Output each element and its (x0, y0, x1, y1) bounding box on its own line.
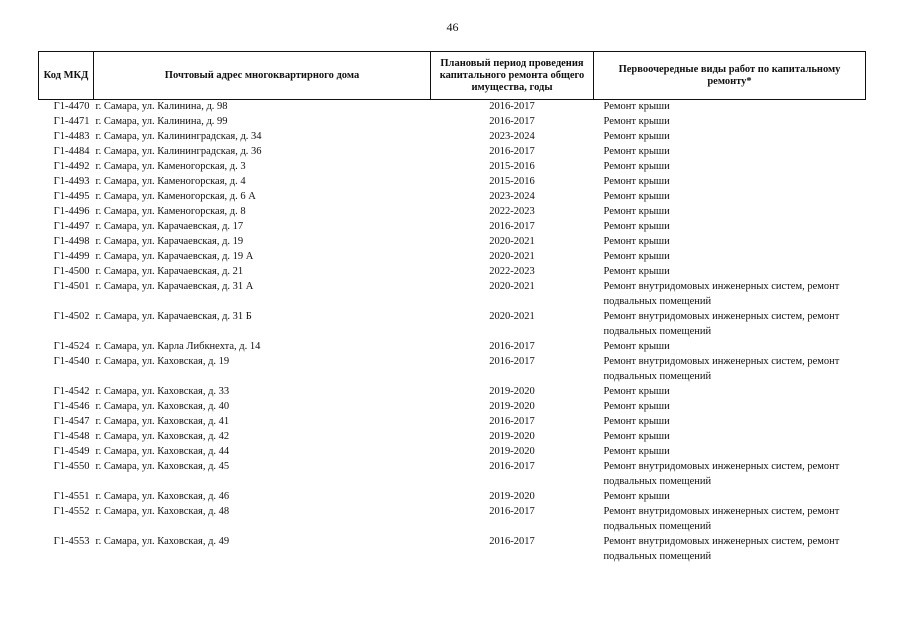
table-row (39, 265, 866, 280)
cell-works: Ремонт крыши (603, 266, 670, 277)
cell-address: г. Самара, ул. Калининградская, д. 34 (95, 131, 262, 142)
table-row (39, 310, 866, 340)
cell-address: г. Самара, ул. Каховская, д. 44 (95, 446, 230, 457)
cell-works: Ремонт крыши (603, 221, 670, 232)
cell-code: Г1-4499 (53, 251, 90, 262)
cell-works: Ремонт внутридомовых инженерных систем, ремонт подвальных помещений (603, 506, 840, 532)
cell-address: г. Самара, ул. Каменогорская, д. 3 (95, 161, 246, 172)
cell-works: Ремонт крыши (603, 176, 670, 187)
cell-works: Ремонт крыши (603, 206, 670, 217)
table-row (39, 130, 866, 145)
table-row (39, 415, 866, 430)
cell-code: Г1-4496 (53, 206, 90, 217)
header-works: Первоочередные виды работ по капитальному ремонту* (594, 52, 866, 100)
cell-period: 2023-2024 (489, 191, 535, 202)
cell-works: Ремонт крыши (603, 416, 670, 427)
cell-address: г. Самара, ул. Каховская, д. 49 (95, 536, 230, 547)
cell-period: 2016-2017 (489, 536, 535, 547)
table-row (39, 355, 866, 385)
table-row (39, 145, 866, 160)
cell-works: Ремонт крыши (603, 131, 670, 142)
cell-period: 2015-2016 (489, 176, 535, 187)
cell-period: 2022-2023 (489, 206, 535, 217)
table-row (39, 460, 866, 490)
cell-code: Г1-4502 (53, 311, 90, 322)
cell-works: Ремонт крыши (603, 116, 670, 127)
cell-address: г. Самара, ул. Каховская, д. 48 (95, 506, 230, 517)
cell-period: 2019-2020 (489, 491, 535, 502)
cell-period: 2016-2017 (489, 416, 535, 427)
header-period: Плановый период проведения капитального ремонта общего имущества, годы (431, 52, 594, 100)
cell-code: Г1-4548 (53, 431, 90, 442)
cell-period: 2020-2021 (489, 251, 535, 262)
cell-works: Ремонт крыши (603, 146, 670, 157)
table-row (39, 220, 866, 235)
table-row (39, 505, 866, 535)
cell-works: Ремонт внутридомовых инженерных систем, ремонт подвальных помещений (603, 356, 840, 382)
cell-address: г. Самара, ул. Каховская, д. 45 (95, 461, 230, 472)
cell-code: Г1-4546 (53, 401, 90, 412)
cell-period: 2016-2017 (489, 356, 535, 367)
cell-period: 2016-2017 (489, 506, 535, 517)
cell-works: Ремонт крыши (603, 401, 670, 412)
cell-period: 2020-2021 (489, 281, 535, 292)
cell-code: Г1-4550 (53, 461, 90, 472)
cell-works: Ремонт крыши (603, 386, 670, 397)
cell-code: Г1-4552 (53, 506, 90, 517)
cell-code: Г1-4492 (53, 161, 90, 172)
cell-code: Г1-4547 (53, 416, 90, 427)
table-body (39, 100, 866, 566)
capital-repair-table (38, 51, 866, 565)
cell-address: г. Самара, ул. Каховская, д. 33 (95, 386, 230, 397)
cell-code: Г1-4500 (53, 266, 90, 277)
cell-period: 2016-2017 (489, 461, 535, 472)
cell-works: Ремонт крыши (603, 161, 670, 172)
cell-period: 2022-2023 (489, 266, 535, 277)
cell-address: г. Самара, ул. Калинина, д. 99 (95, 116, 228, 127)
table-row (39, 430, 866, 445)
table-row (39, 280, 866, 310)
cell-address: г. Самара, ул. Каменогорская, д. 8 (95, 206, 246, 217)
cell-works: Ремонт внутридомовых инженерных систем, ремонт подвальных помещений (603, 311, 840, 337)
cell-code: Г1-4501 (53, 281, 90, 292)
cell-works: Ремонт внутридомовых инженерных систем, ремонт подвальных помещений (603, 281, 840, 307)
table-row (39, 340, 866, 355)
cell-works: Ремонт крыши (603, 431, 670, 442)
cell-code: Г1-4470 (39, 100, 94, 116)
table-row (39, 445, 866, 460)
cell-period: 2016-2017 (489, 341, 535, 352)
cell-address: г. Самара, ул. Каменогорская, д. 6 А (95, 191, 256, 202)
cell-code: Г1-4484 (53, 146, 90, 157)
cell-code: Г1-4549 (53, 446, 90, 457)
cell-code: Г1-4542 (53, 386, 90, 397)
cell-code: Г1-4498 (53, 236, 90, 247)
cell-address: г. Самара, ул. Карачаевская, д. 31 А (95, 281, 254, 292)
cell-works: Ремонт крыши (603, 446, 670, 457)
table-row (39, 175, 866, 190)
cell-works: Ремонт крыши (603, 251, 670, 262)
table-row (39, 115, 866, 130)
cell-address: г. Самара, ул. Карачаевская, д. 21 (95, 266, 244, 277)
cell-address: г. Самара, ул. Карачаевская, д. 31 Б (95, 311, 252, 322)
table-row (39, 535, 866, 565)
cell-address: г. Самара, ул. Каховская, д. 41 (95, 416, 230, 427)
table-row (39, 250, 866, 265)
header-address: Почтовый адрес многоквартирного дома (94, 52, 431, 100)
cell-works: Ремонт крыши (603, 236, 670, 247)
cell-code: Г1-4553 (53, 536, 90, 547)
cell-address: г. Самара, ул. Калинина, д. 98 (94, 100, 431, 116)
cell-period: 2019-2020 (489, 446, 535, 457)
cell-works: Ремонт крыши (603, 491, 670, 502)
cell-period: 2016-2017 (489, 146, 535, 157)
cell-works: Ремонт крыши (603, 191, 670, 202)
cell-address: г. Самара, ул. Каховская, д. 40 (95, 401, 230, 412)
cell-code: Г1-4483 (53, 131, 90, 142)
cell-code: Г1-4551 (53, 491, 90, 502)
cell-address: г. Самара, ул. Карачаевская, д. 19 А (95, 251, 254, 262)
table-header-row (39, 52, 866, 100)
cell-period: 2020-2021 (489, 311, 535, 322)
cell-period: 2015-2016 (489, 161, 535, 172)
cell-period: 2016-2017 (431, 100, 594, 116)
table-row (39, 205, 866, 220)
cell-address: г. Самара, ул. Каменогорская, д. 4 (95, 176, 246, 187)
cell-works: Ремонт крыши (594, 100, 866, 116)
cell-code: Г1-4540 (53, 356, 90, 367)
cell-period: 2016-2017 (489, 221, 535, 232)
cell-period: 2019-2020 (489, 401, 535, 412)
table-row (39, 490, 866, 505)
cell-address: г. Самара, ул. Каховская, д. 19 (95, 356, 230, 367)
cell-period: 2023-2024 (489, 131, 535, 142)
cell-code: Г1-4471 (53, 116, 90, 127)
table-row (39, 235, 866, 250)
table-row (39, 190, 866, 205)
table-row (39, 100, 866, 116)
cell-address: г. Самара, ул. Карачаевская, д. 17 (95, 221, 244, 232)
cell-period: 2020-2021 (489, 236, 535, 247)
table-row (39, 385, 866, 400)
cell-period: 2016-2017 (489, 116, 535, 127)
cell-code: Г1-4493 (53, 176, 90, 187)
table-row (39, 400, 866, 415)
header-code: Код МКД (39, 52, 94, 100)
cell-address: г. Самара, ул. Каховская, д. 46 (95, 491, 230, 502)
cell-period: 2019-2020 (489, 431, 535, 442)
cell-code: Г1-4497 (53, 221, 90, 232)
cell-code: Г1-4495 (53, 191, 90, 202)
cell-code: Г1-4524 (53, 341, 90, 352)
cell-address: г. Самара, ул. Калининградская, д. 36 (95, 146, 262, 157)
cell-works: Ремонт крыши (603, 341, 670, 352)
cell-address: г. Самара, ул. Карла Либкнехта, д. 14 (95, 341, 261, 352)
cell-works: Ремонт внутридомовых инженерных систем, ремонт подвальных помещений (603, 536, 840, 562)
cell-period: 2019-2020 (489, 386, 535, 397)
cell-works: Ремонт внутридомовых инженерных систем, ремонт подвальных помещений (603, 461, 840, 487)
cell-address: г. Самара, ул. Карачаевская, д. 19 (95, 236, 244, 247)
cell-address: г. Самара, ул. Каховская, д. 42 (95, 431, 230, 442)
page-number: 46 (446, 20, 459, 34)
table-row (39, 160, 866, 175)
